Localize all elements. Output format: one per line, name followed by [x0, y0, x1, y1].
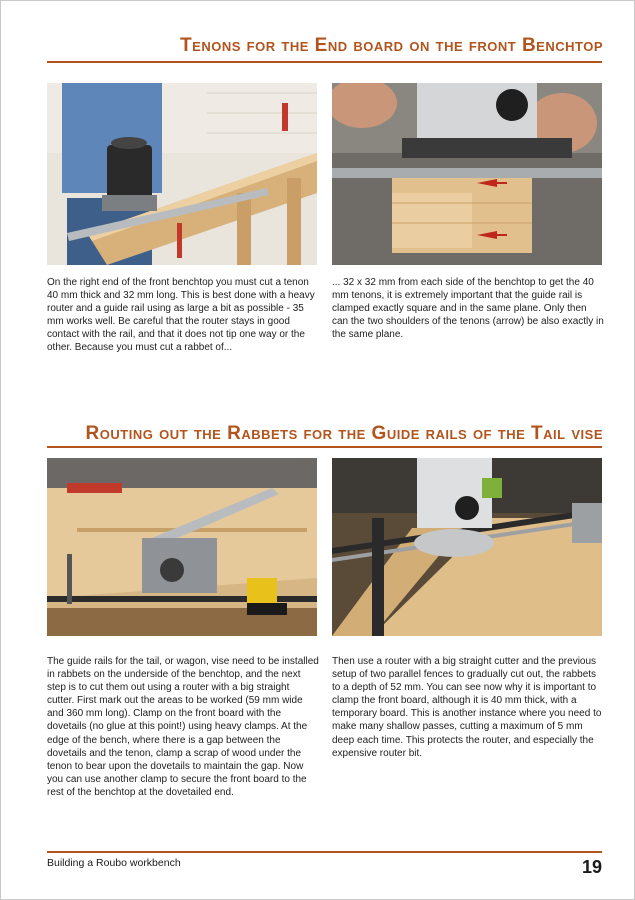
heading-rule	[47, 446, 602, 448]
footer-rule	[47, 851, 602, 853]
page-number: 19	[581, 857, 602, 877]
paragraph-tenon-left: On the right end of the front benchtop you must cut a tenon 40 mm thick and 32 mm long. This is best done with a heavy router and a guide rail using as large a bit as possible - 35 mm works well. Be careful that the router stays in good contact with the rail, and that it does not tip one way or the other. Because you must cut a rabbet of...	[47, 277, 315, 354]
paragraph-rabbets-left: The guide rails for the tail, or wagon, vise need to be installed in rabbets on the underside of the benchtop, and the next step is to cut them out using a router with a big straight cutter. First mark out the areas to be worked (59 mm wide and 360 mm long). Clamp on the front board with the dovetails (no glue at this point!) using heavy clamps. At the edge of the bench, where there is a gap between the dovetails and the tenon, clamp a scrap of wood under the tenon to bear upon the dovetails to maintain the gap. Now you can use another clamp to secure the front board to the rest of the benchtop at the dovetailed end.	[47, 656, 319, 798]
paragraph-tenon-right: ... 32 x 32 mm from each side of the benchtop to get the 40 mm tenons, it is extremely important that the guide rail is clamped exactly square and in the same plane. Only then can the two shoulders of the tenons (arrow) be also exactly in the same plane.	[332, 277, 604, 341]
photo-router-fences	[332, 458, 602, 636]
heading-rule	[47, 61, 602, 63]
paragraph-rabbets-right: Then use a router with a big straight cutter and the previous setup of two parallel fences to gradually cut out, the rabbets to a depth of 52 mm. You can see now why it is important to clamp the front board, although it is 40 mm thick, with a temporary board. This is another instance where you need to make many shallow passes, cutting a maximum of 5 mm deep each time. This protects the router, and especially the expensive router bit.	[332, 656, 602, 759]
footer-book-title: Building a Roubo workbench	[47, 857, 181, 869]
section-heading-tenons: Tenons for the End board on the front Benchtop	[180, 35, 603, 56]
photo-router-tenon-closeup	[332, 83, 602, 265]
section-heading-rabbets: Routing out the Rabbets for the Guide rails of the Tail vise	[85, 423, 603, 444]
photo-vise-clamps	[47, 458, 317, 636]
photo-router-guide-rail	[47, 83, 317, 265]
